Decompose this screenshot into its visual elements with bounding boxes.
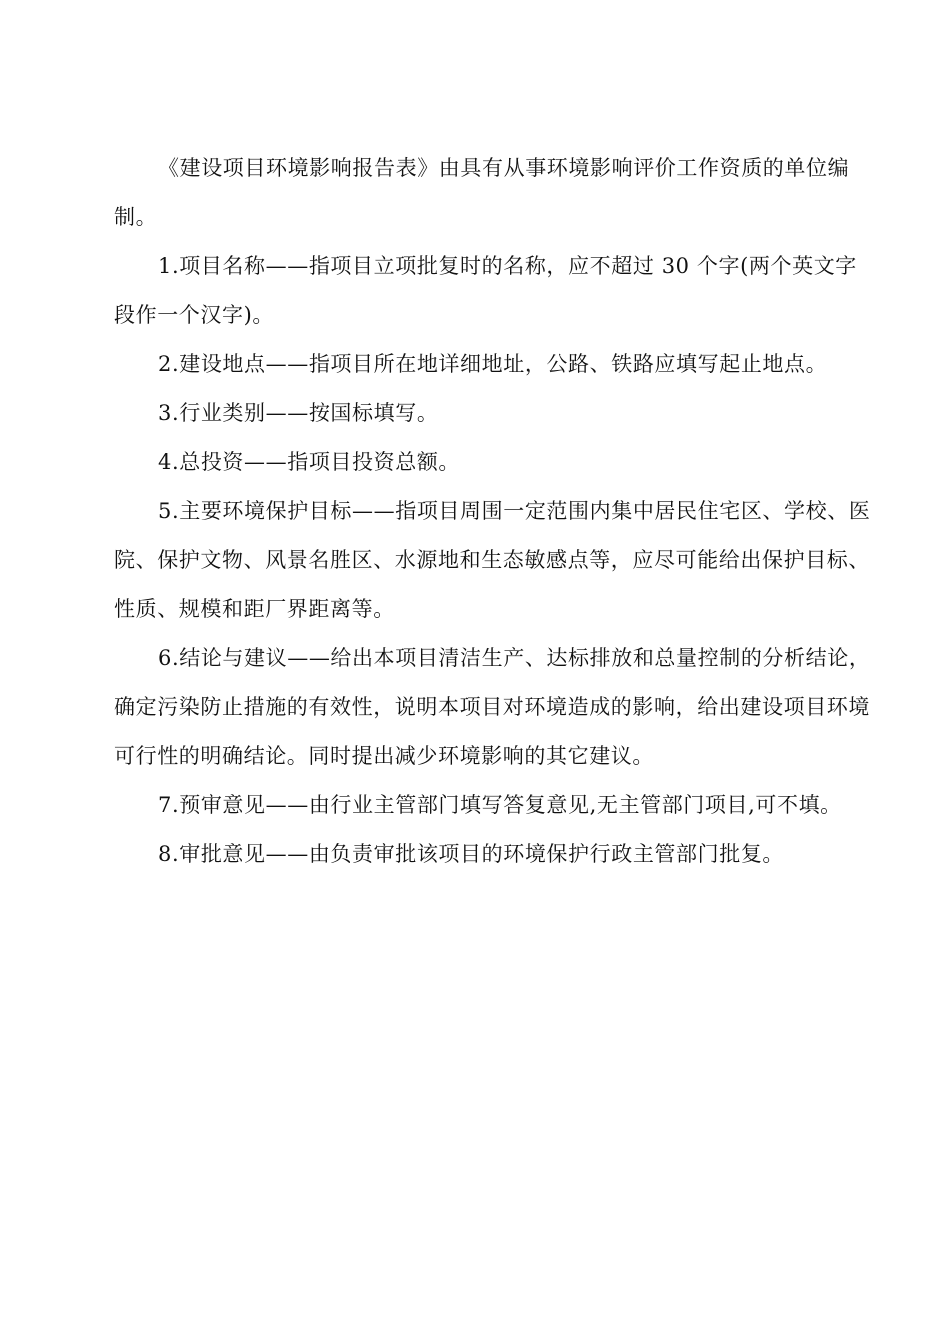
item-protection-targets: 5.主要环境保护目标——指项目周围一定范围内集中居民住宅区、学校、医院、保护文物、风景名胜区、水源地和生态敏感点等，应尽可能给出保护目标、性质、规模和距厂界距离等。 [114, 499, 871, 621]
item-project-name: 1.项目名称——指项目立项批复时的名称，应不超过 30 个字(两个英文字段作一个汉字)。 [114, 254, 857, 327]
item-total-investment: 4.总投资——指项目投资总额。 [158, 450, 461, 474]
intro-paragraph: 《建设项目环境影响报告表》由具有从事环境影响评价工作资质的单位编制。 [114, 156, 850, 229]
instructions-body [114, 144, 874, 879]
item-approval-opinion: 8.审批意见——由负责审批该项目的环境保护行政主管部门批复。 [158, 842, 785, 866]
item-industry-category: 3.行业类别——按国标填写。 [158, 401, 439, 425]
item-conclusions: 6.结论与建议——给出本项目清洁生产、达标排放和总量控制的分析结论，确定污染防止措施的有效性，说明本项目对环境造成的影响，给出建设项目环境可行性的明确结论。同时提出减少环境影响的其它建议。 [114, 646, 871, 768]
item-pre-review-opinion: 7.预审意见——由行业主管部门填写答复意见,无主管部门项目,可不填。 [158, 793, 842, 817]
item-construction-site: 2.建设地点——指项目所在地详细地址，公路、铁路应填写起止地点。 [158, 352, 828, 376]
